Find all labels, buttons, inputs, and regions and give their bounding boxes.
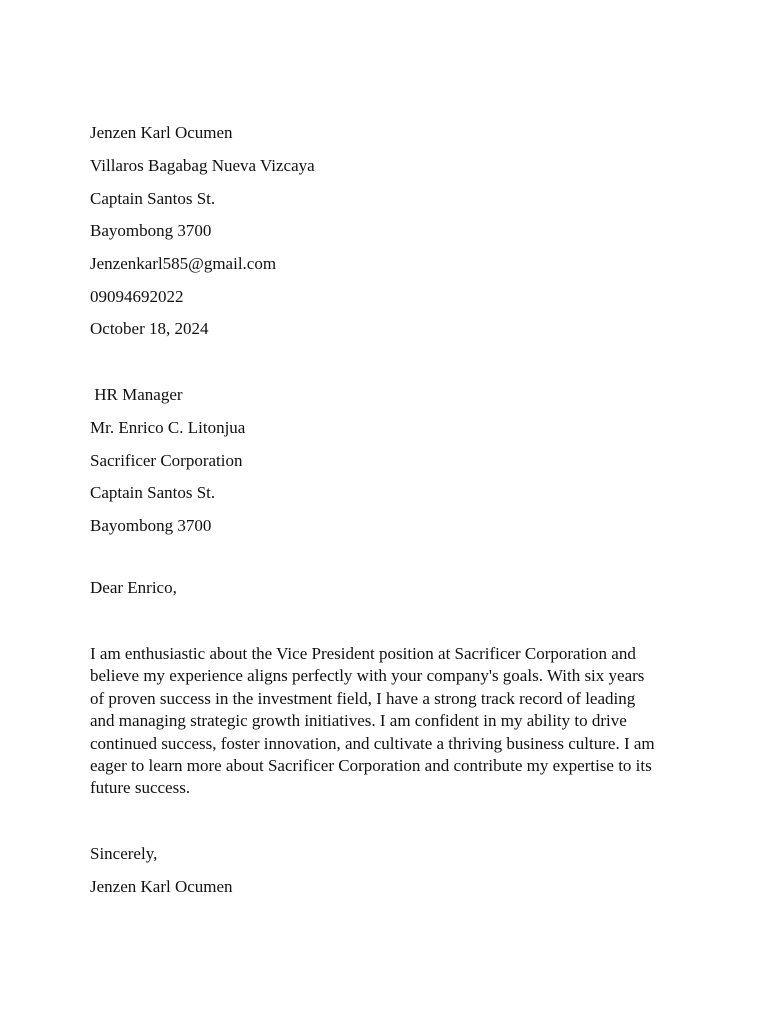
letter-date: October 18, 2024: [90, 319, 209, 338]
salutation: Dear Enrico,: [90, 578, 177, 597]
body-line: future success.: [90, 778, 191, 798]
sender-address-line2: Captain Santos St.: [90, 189, 216, 208]
recipient-title: HR Manager: [90, 385, 183, 404]
body-line: and managing strategic growth initiatives. I am confident in my ability to drive: [90, 711, 627, 731]
body-paragraph: [90, 643, 690, 800]
recipient-company: Sacrificer Corporation: [90, 451, 243, 470]
sender-email: Jenzenkarl585@gmail.com: [90, 254, 277, 273]
signature-name: Jenzen Karl Ocumen: [90, 877, 233, 896]
body-line: continued success, foster innovation, and cultivate a thriving business culture. I am: [90, 733, 655, 753]
sender-address-line3: Bayombong 3700: [90, 221, 212, 240]
body-line: I am enthusiastic about the Vice President position at Sacrificer Corporation and: [90, 644, 636, 663]
body-line: believe my experience aligns perfectly with your company's goals. With six years: [90, 666, 645, 686]
body-line: eager to learn more about Sacrificer Corporation and contribute my expertise to its: [90, 756, 652, 776]
sender-address-line1: Villaros Bagabag Nueva Vizcaya: [90, 156, 315, 175]
recipient-street: Captain Santos St.: [90, 483, 216, 502]
recipient-name: Mr. Enrico C. Litonjua: [90, 418, 246, 437]
recipient-city: Bayombong 3700: [90, 516, 212, 535]
closing: Sincerely,: [90, 844, 158, 863]
sender-name: Jenzen Karl Ocumen: [90, 123, 233, 142]
sender-phone: 09094692022: [90, 287, 184, 306]
body-line: of proven success in the investment field, I have a strong track record of leading: [90, 688, 636, 708]
